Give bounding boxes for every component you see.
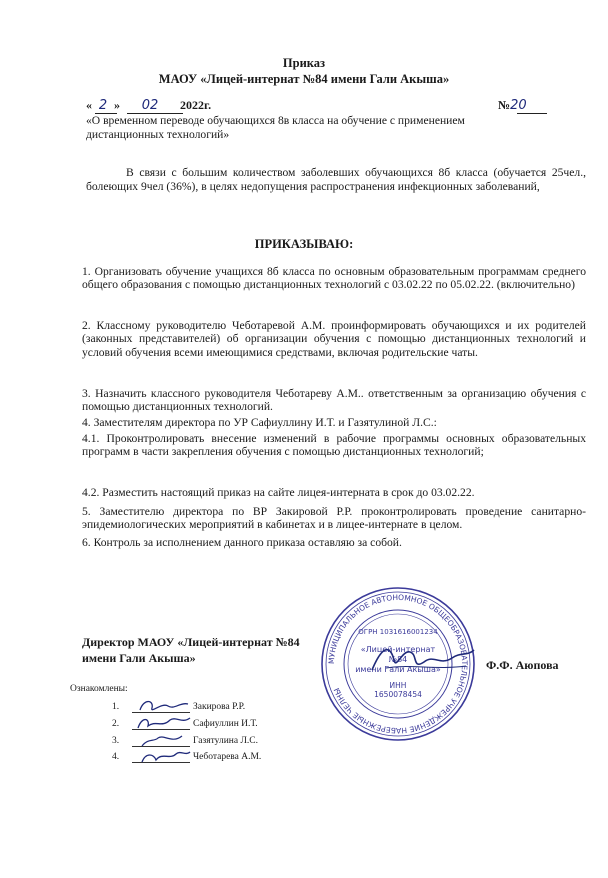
order-subject: «О временном переводе обучающихся 8в класса на обучение с применением дистанционных технологий» xyxy=(86,114,465,141)
director-signature-icon xyxy=(368,640,478,680)
ack-name-1: Закирова Р.Р. xyxy=(193,702,246,712)
order-item-4-2: 4.2. Разместить настоящий приказ на сайте лицея-интерната в срок до 03.02.22. xyxy=(82,486,475,499)
order-item-5: 5. Заместителю директора по ВР Закировой Р.Р. проконтролировать проведение санитарно-эпидемиологических мероприятий в кабинетах и в лицее-интернате в целом. xyxy=(82,505,586,532)
stamp-inn: 1650078454 xyxy=(374,690,422,699)
date-month: 02 xyxy=(141,98,159,113)
order-item-4-1: 4.1. Проконтролировать внесение изменений в рабочие программы основных образовательных программ в части закрепления обучения с помощью дистанционных технологий; xyxy=(82,432,586,459)
order-heading: ПРИКАЗЫВАЮ: xyxy=(254,237,354,251)
number-value: 20 xyxy=(510,98,527,113)
ack-row-3 xyxy=(112,736,119,746)
document-title: Приказ xyxy=(282,56,326,70)
stamp-inn-label: ИНН xyxy=(389,681,407,690)
date-close-quote: » xyxy=(114,98,120,112)
ack-name-2: Сафиуллин И.Т. xyxy=(193,719,258,729)
signature-position-line1: Директор МАОУ «Лицей-интернат №84 xyxy=(82,635,300,649)
stamp-ogrn: ОГРН 1031616001234 xyxy=(358,628,438,636)
date-open-quote: « xyxy=(86,98,92,112)
signature-name: Ф.Ф. Аюпова xyxy=(486,658,559,672)
ack-num: 2. xyxy=(112,719,120,729)
stamp-name-2: №84 xyxy=(388,655,408,664)
acknowledged-label: Ознакомлены: xyxy=(70,684,128,694)
ack-row-1 xyxy=(112,702,119,712)
intro-paragraph: В связи с большим количеством заболевших обучающихся 8б класса (обучается 25чел., болеющих 9чел (36%), в целях недопущения распространения инфекционных заболеваний, xyxy=(86,166,586,193)
signature-position-line2: имени Гали Акыша» xyxy=(82,651,196,665)
date-day: 2 xyxy=(98,98,108,113)
ack-num: 4. xyxy=(112,752,120,762)
ack-row-2 xyxy=(112,719,119,729)
number-label: № xyxy=(498,98,511,112)
order-item-4: 4. Заместителям директора по УР Сафиуллину И.Т. и Газятулиной Л.С.: xyxy=(82,416,437,429)
stamp-name-3: имени Гали Акыша» xyxy=(355,665,441,674)
ack-signatures-icon xyxy=(132,694,194,770)
ack-row-4 xyxy=(112,752,119,762)
order-item-6: 6. Контроль за исполнением данного приказа оставляю за собой. xyxy=(82,536,402,549)
order-item-2: 2. Классному руководителю Чеботаревой А.М. проинформировать обучающихся и их родителей (законных представителей) об организации обучения с помощью дистанционных технологий и условий обучения всеми имеющимися средствами, включая родительские чаты. xyxy=(82,319,586,359)
ack-num: 3. xyxy=(112,736,120,746)
organization-name: МАОУ «Лицей-интернат №84 имени Гали Акыша» xyxy=(158,72,450,86)
order-date xyxy=(86,98,211,113)
ack-name-3: Газятулина Л.С. xyxy=(193,736,258,746)
order-item-3: 3. Назначить классного руководителя Чеботареву А.М.. ответственным за организацию обучения с помощью дистанционных технологий. xyxy=(82,387,586,414)
order-number xyxy=(498,98,536,113)
order-item-1: 1. Организовать обучение учащихся 8б класса по основным образовательным программам среднего общего образования с помощью дистанционных технологий с 03.02.22 по 05.02.22. (включительно) xyxy=(82,265,586,292)
stamp-name-1: «Лицей-интернат xyxy=(360,645,436,654)
ack-name-4: Чеботарева А.М. xyxy=(193,752,262,762)
date-year: 2022г. xyxy=(180,98,212,112)
ack-num: 1. xyxy=(112,702,120,712)
stamp-ring-text: МУНИЦИПАЛЬНОЕ АВТОНОМНОЕ ОБЩЕОБРАЗОВАТЕЛЬНОЕ УЧРЕЖДЕНИЕ НАБЕРЕЖНЫЕ ЧЕЛНЫ xyxy=(326,592,470,736)
